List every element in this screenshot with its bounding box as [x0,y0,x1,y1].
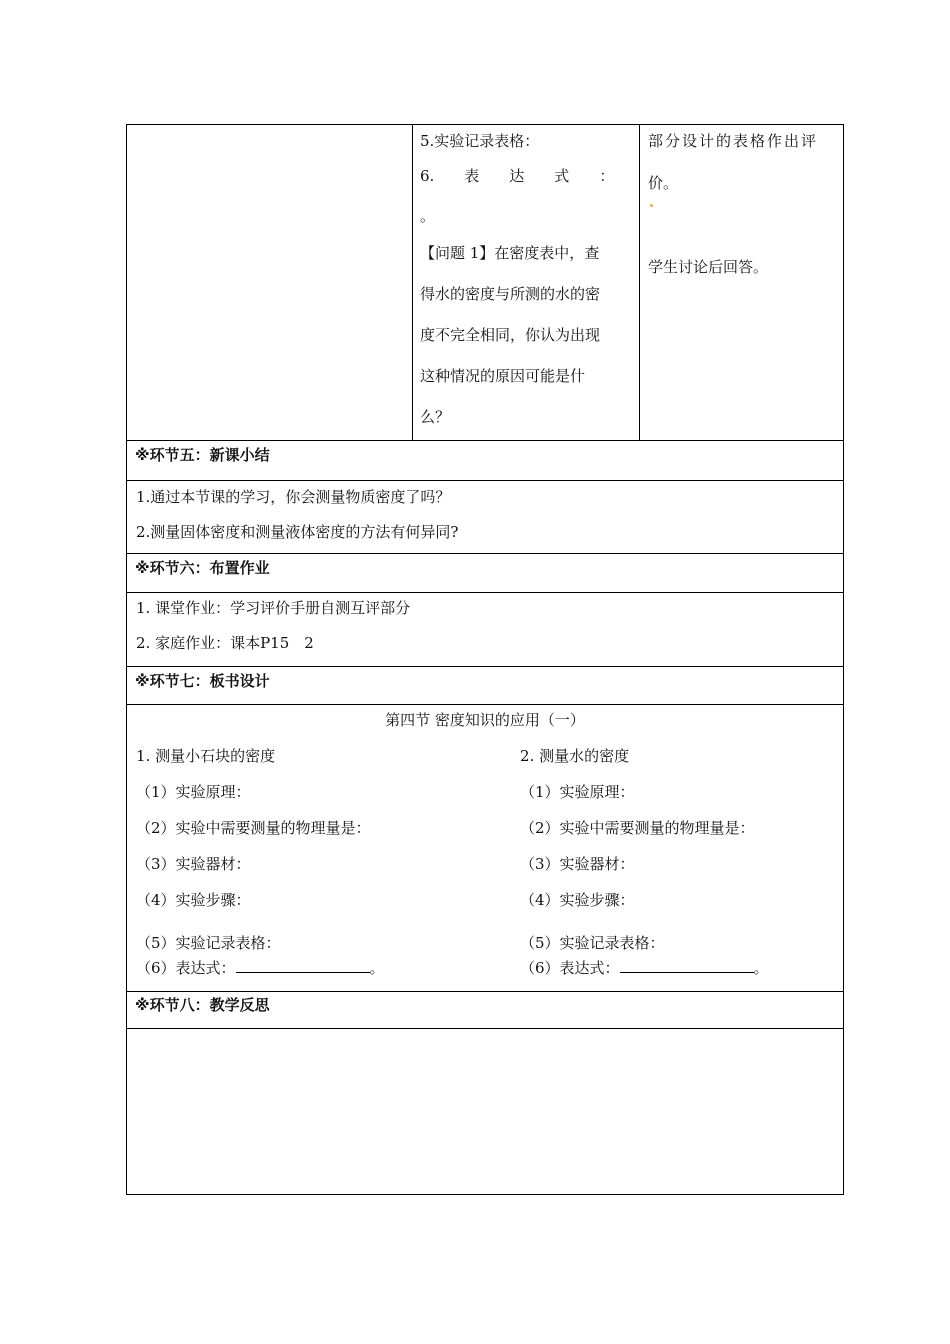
board-right-item: （1）实验原理： [520,783,635,801]
section8-header-row [127,992,843,1029]
expression-end: 。 [753,959,769,977]
board-right-item: （5）实验记录表格： [520,934,665,952]
board-title: 第四节 密度知识的应用（一） [385,711,585,729]
right-line: 部分设计的表格作出评 [648,132,819,150]
question-line: 度不完全相同，你认为出现 [420,326,601,344]
board-right-item: （4）实验步骤： [520,891,635,909]
board-right-item: （2）实验中需要测量的物理量是： [520,819,755,837]
section7-body-row [127,705,843,992]
board-left-item: （3）实验器材： [136,855,251,873]
section6-header-row [127,554,843,593]
board-left-item: （1）实验原理： [136,783,251,801]
board-right-title: 2. 测量水的密度 [520,747,630,765]
column-divider [639,125,640,441]
board-right-expression [520,956,769,978]
board-left-item: （4）实验步骤： [136,891,251,909]
homework-item: 2. 家庭作业：课本P15 2 [136,634,314,652]
blank-underline [620,956,754,973]
expression-label: （6）表达式： [136,959,236,977]
board-right-item: （3）实验器材： [520,855,635,873]
question-line: 么？ [420,408,451,426]
section7-header: ※环节七：板书设计 [135,672,270,690]
board-left-item: （2）实验中需要测量的物理量是： [136,819,371,837]
section8-header: ※环节八：教学反思 [135,996,270,1014]
section7-header-row [127,667,843,705]
expression-label: （6）表达式： [520,959,620,977]
question-line: 得水的密度与所测的水的密 [420,285,601,303]
blank-underline [236,956,370,973]
summary-item: 2.测量固体密度和测量液体密度的方法有何异同? [136,523,459,541]
section5-header: ※环节五：新课小结 [135,446,270,464]
question-line: 这种情况的原因可能是什 [420,367,586,385]
section5-header-row [127,441,843,481]
column-divider [412,125,413,441]
middle-line: 。 [420,207,436,225]
question-line: 【问题 1】在密度表中，查 [420,244,600,262]
right-line: 价。 [648,174,679,192]
expression-end: 。 [369,959,385,977]
middle-line: 5.实验记录表格： [420,132,540,150]
section6-header: ※环节六：布置作业 [135,559,270,577]
section5-body-row [127,481,843,554]
reflection-area[interactable] [127,1029,843,1194]
board-left-title: 1. 测量小石块的密度 [136,747,276,765]
top-row [127,125,843,441]
middle-line: 6. 表 达 式 ： [420,167,615,185]
right-line: 学生讨论后回答。 [648,258,769,276]
bullet-mark [650,204,653,207]
summary-item: 1.通过本节课的学习，你会测量物质密度了吗？ [136,488,451,506]
board-left-item: （5）实验记录表格： [136,934,281,952]
homework-item: 1. 课堂作业：学习评价手册自测互评部分 [136,599,411,617]
section6-body-row [127,593,843,667]
board-left-expression [136,956,385,978]
lesson-plan-table [126,124,844,1195]
